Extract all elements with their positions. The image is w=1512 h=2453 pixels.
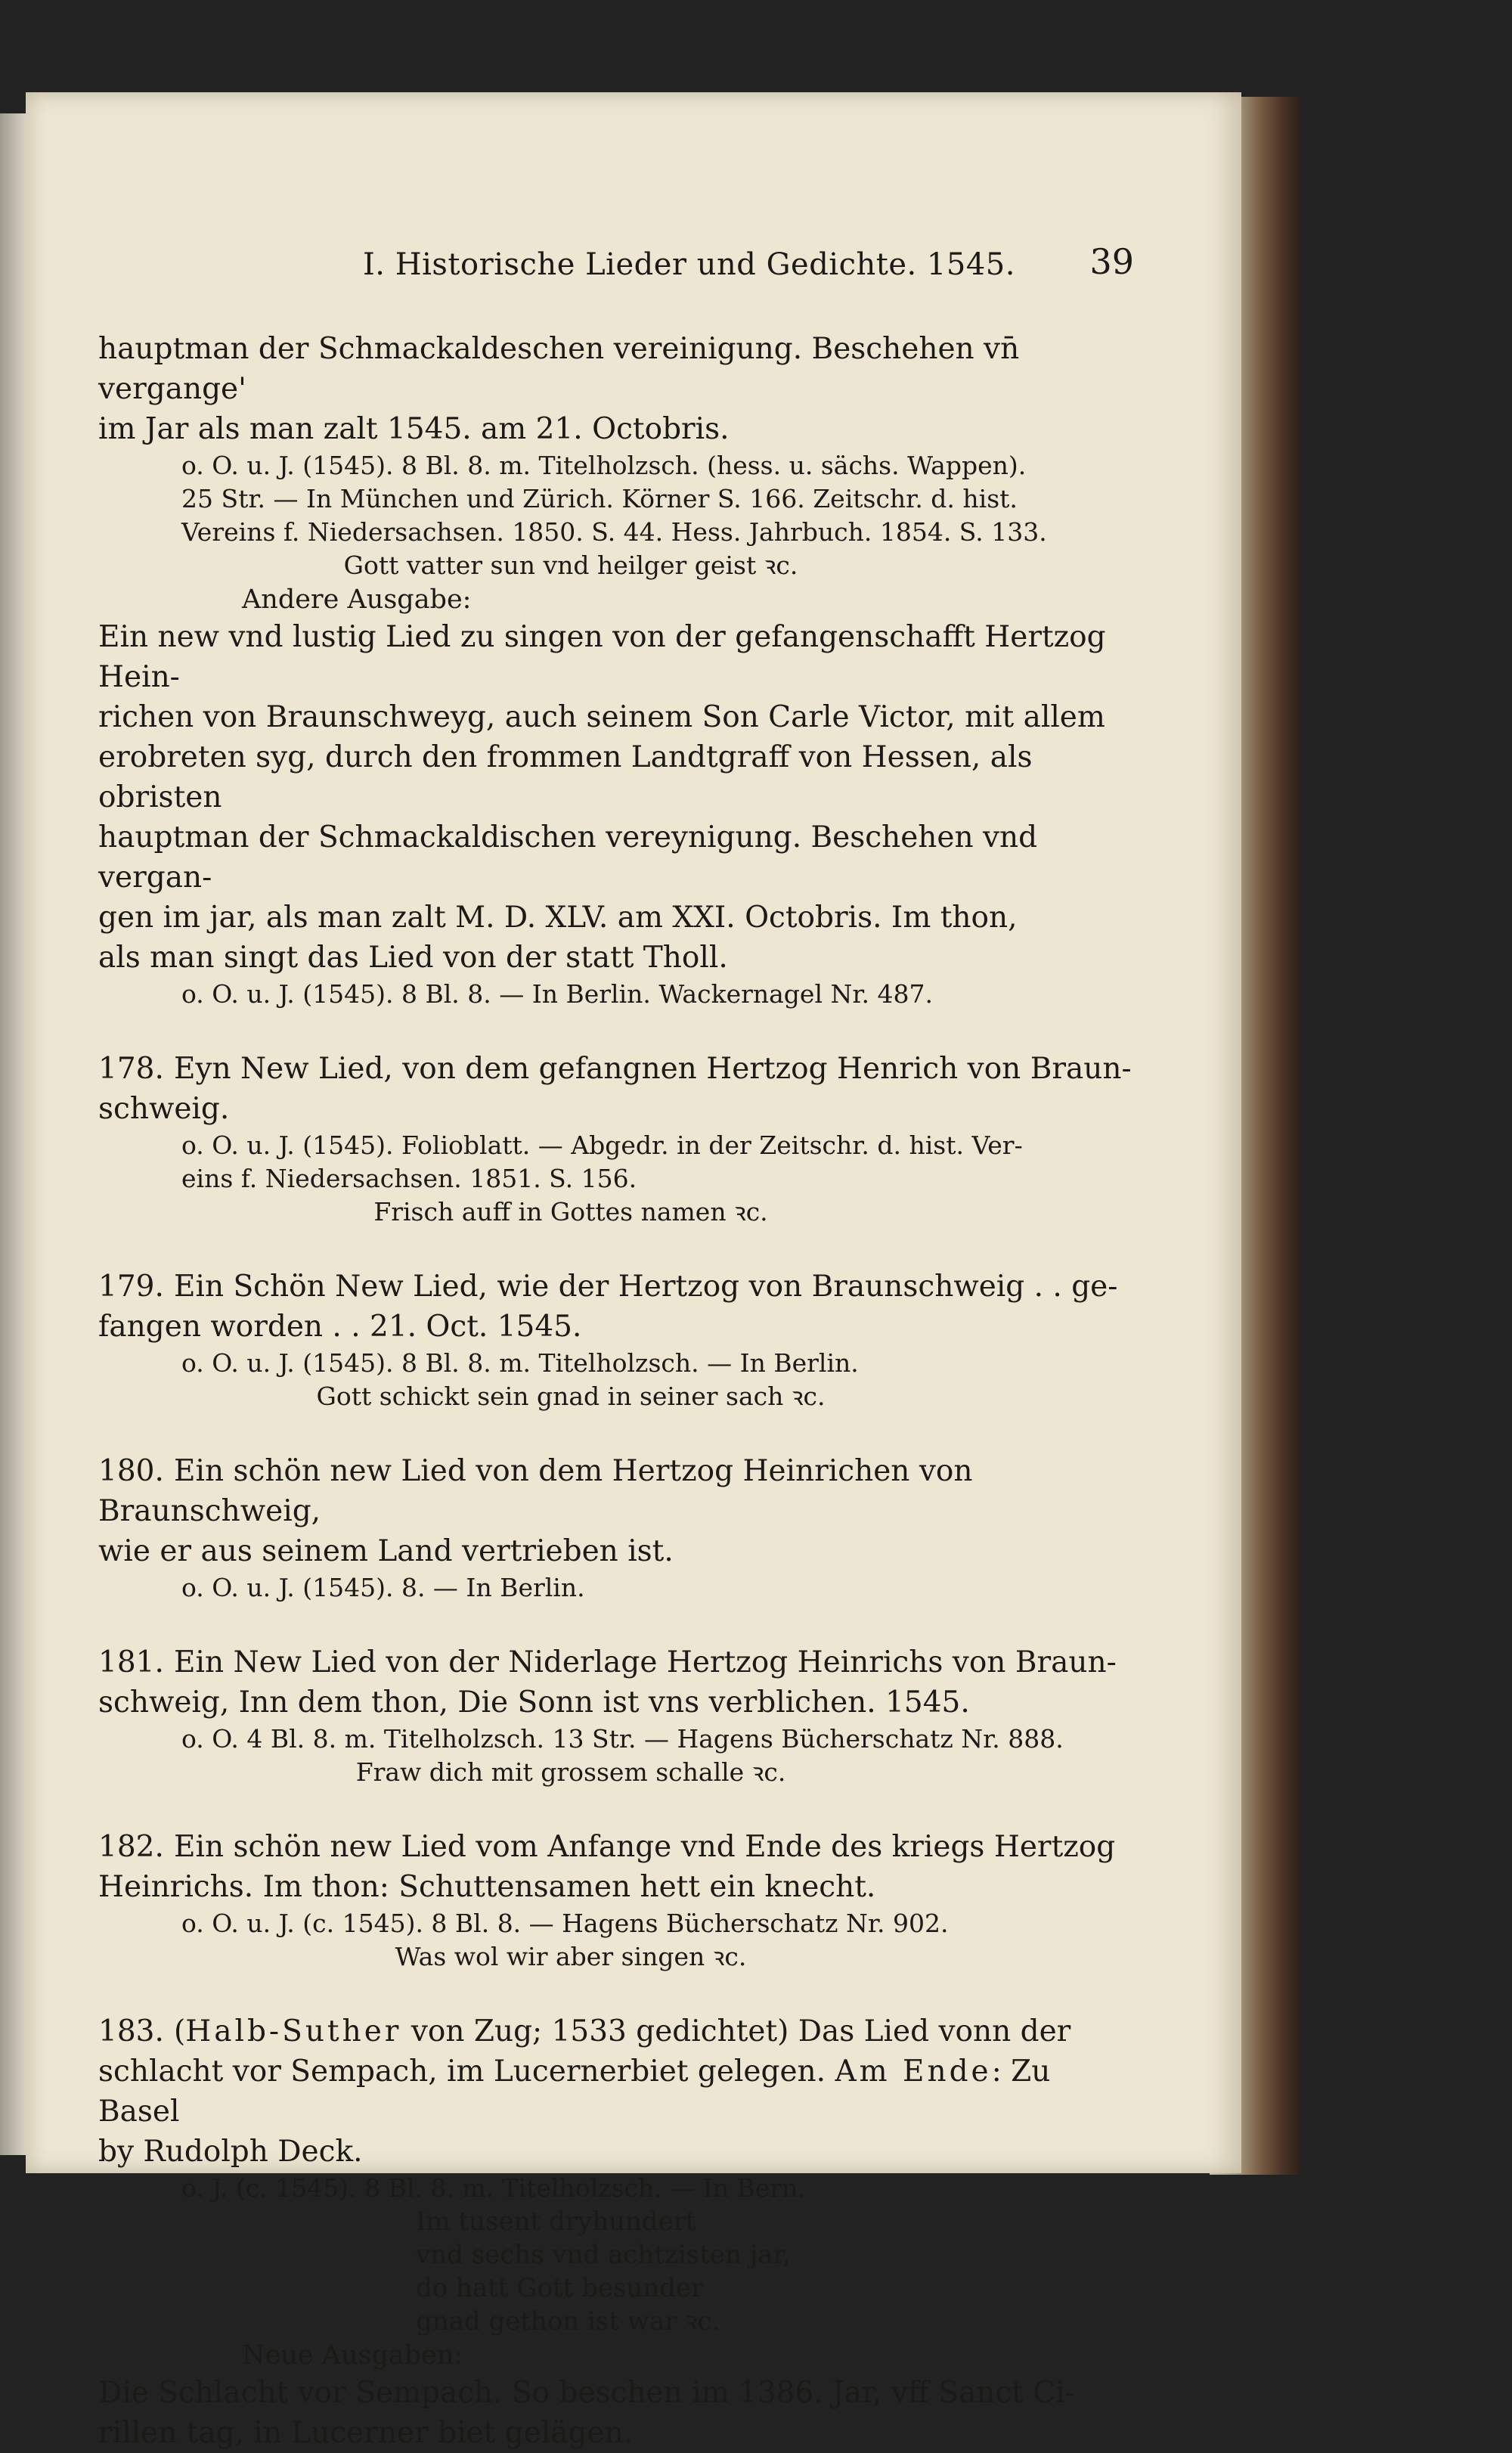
incipit: Gott vatter sun vnd heilger geist ꝛc. — [343, 550, 798, 580]
bibliographic-note: eins f. Niedersachsen. 1851. S. 156. — [181, 1164, 637, 1193]
text-line: fangen worden . . 21. Oct. 1545. — [98, 1310, 582, 1344]
entry-title: Ein schön new Lied vom Anfange vnd Ende des kriegs Hertzog — [174, 1830, 1116, 1864]
text-fragment: schlacht vor Sempach, im Lucernerbiet gelegen. — [98, 2055, 835, 2089]
text-line — [98, 2051, 1134, 2132]
incipit: Was wol wir aber singen ꝛc. — [395, 1942, 747, 1971]
bibliographic-note: o. O. u. J. (1545). 8 Bl. 8. m. Titelholzsch. — In Berlin. — [181, 1348, 859, 1378]
text-line — [98, 1827, 1134, 1867]
text-line: richen von Braunschweyg, auch seinem Son Carle Victor, mit allem — [98, 700, 1105, 734]
entry-178 — [98, 1049, 1134, 1229]
entry-continuation — [98, 329, 1134, 1011]
verse-line: Im tusent dryhundert — [416, 2206, 696, 2237]
text-line: hauptman der Schmackaldeschen vereinigung. Beschehen vn̄ vergange' — [98, 332, 1020, 406]
verse-line: vnd sechs vnd achtzisten jar, — [416, 2240, 791, 2270]
incipit: Fraw dich mit grossem schalle ꝛc. — [355, 1757, 786, 1787]
text-line — [98, 1451, 1134, 1531]
running-header — [363, 241, 1134, 308]
text-line: im Jar als man zalt 1545. am 21. Octobris. — [98, 412, 730, 446]
book-page — [26, 92, 1241, 2450]
text-line — [98, 1049, 1134, 1089]
bibliographic-note: o. O. u. J. (1545). Folioblatt. — Abgedr. in der Zeitschr. d. hist. Ver- — [181, 1130, 1023, 1160]
entry-number: 181. — [98, 1645, 164, 1679]
text-line: erobreten syg, durch den frommen Landtgraff von Hessen, als obristen — [98, 740, 1033, 814]
entry-182 — [98, 1827, 1134, 1974]
text-line: als man singt das Lied von der statt Tholl. — [98, 941, 728, 975]
incipit: Gott schickt sein gnad in seiner sach ꝛc. — [316, 1382, 826, 1411]
left-page-edge — [0, 113, 26, 2155]
new-editions-label: Neue Ausgaben: — [242, 2340, 463, 2371]
author-name: Halb-Suther — [185, 2014, 402, 2048]
text-line: gen im jar, als man zalt M. D. XLV. am XXI. Octobris. Im thon, — [98, 901, 1018, 935]
text-line: by Rudolph Deck. — [98, 2135, 363, 2169]
bibliographic-note: o. O. u. J. (c. 1545). 8 Bl. 8. — Hagens Bücherschatz Nr. 902. — [181, 1909, 949, 1938]
entry-title: Ein schön new Lied von dem Hertzog Heinrichen von Braunschweig, — [98, 1454, 973, 1528]
entry-number: 179. — [98, 1270, 164, 1304]
text-line: rillen tag, in Lucerner biet gelägen. — [98, 2416, 634, 2450]
text-fragment: von Zug; 1533 gedichtet) Das Lied vonn der — [401, 2014, 1071, 2048]
page-number: 39 — [1089, 241, 1134, 282]
text-line — [98, 2011, 1134, 2051]
entry-183 — [98, 2011, 1134, 2453]
entry-number: 183. — [98, 2014, 164, 2048]
bibliographic-note: o. O. u. J. (1545). 8 Bl. 8. m. Titelholzsch. (hess. u. sächs. Wappen). — [181, 451, 1027, 480]
text-line: schweig. — [98, 1092, 230, 1126]
text-fragment: ( — [174, 2014, 186, 2048]
text-line: Ein new vnd lustig Lied zu singen von der gefangenschafft Hertzog Hein- — [98, 620, 1106, 694]
colophon-label: Am Ende — [835, 2055, 992, 2089]
entry-number: 178. — [98, 1052, 164, 1086]
text-line: schweig, Inn dem thon, Die Sonn ist vns verblichen. 1545. — [98, 1685, 970, 1720]
text-fragment: : Zu Basel — [98, 2055, 1051, 2129]
entry-179 — [98, 1267, 1134, 1413]
incipit: Frisch auff in Gottes namen ꝛc. — [373, 1197, 768, 1226]
page-content — [98, 241, 1134, 2453]
entry-title: Ein New Lied von der Niderlage Hertzog Heinrichs von Braun- — [174, 1645, 1117, 1679]
entry-180 — [98, 1451, 1134, 1605]
entry-number: 180. — [98, 1454, 164, 1488]
verse-line: gnad gethon ist war ꝛc. — [416, 2306, 720, 2337]
bibliographic-note: o. J. (c. 1545). 8 Bl. 8. m. Titelholzsch. — In Bern. — [181, 2173, 806, 2203]
bibliographic-note: o. O. u. J. (1545). 8 Bl. 8. — In Berlin. Wackernagel Nr. 487. — [181, 979, 933, 1009]
text-line — [98, 1642, 1134, 1682]
text-line: Heinrichs. Im thon: Schuttensamen hett ein knecht. — [98, 1870, 876, 1904]
entry-181 — [98, 1642, 1134, 1789]
bibliographic-note: o. O. u. J. (1545). 8. — In Berlin. — [181, 1573, 585, 1602]
text-line: wie er aus seinem Land vertrieben ist. — [98, 1534, 674, 1568]
bibliographic-note: Vereins f. Niedersachsen. 1850. S. 44. Hess. Jahrbuch. 1854. S. 133. — [181, 517, 1047, 547]
entry-title: Eyn New Lied, von dem gefangnen Hertzog Henrich von Braun- — [174, 1052, 1132, 1086]
bibliographic-note: o. O. 4 Bl. 8. m. Titelholzsch. 13 Str. — Hagens Bücherschatz Nr. 888. — [181, 1724, 1064, 1754]
verse-line: do hatt Gott besunder — [416, 2273, 704, 2303]
entry-number: 182. — [98, 1830, 164, 1864]
entry-title: Ein Schön New Lied, wie der Hertzog von Braunschweig . . ge- — [174, 1270, 1118, 1304]
header-title: I. Historische Lieder und Gedichte. 1545. — [363, 247, 1015, 282]
text-line: Die Schlacht vor Sempach. So beschen im 1386. Jar, vff Sanct Ci- — [98, 2376, 1075, 2410]
text-line — [98, 1267, 1134, 1307]
bibliographic-note: 25 Str. — In München und Zürich. Körner S. 166. Zeitschr. d. hist. — [181, 484, 1018, 513]
other-edition-label: Andere Ausgabe: — [242, 585, 472, 615]
text-line: hauptman der Schmackaldischen vereynigung. Beschehen vnd vergan- — [98, 820, 1038, 895]
